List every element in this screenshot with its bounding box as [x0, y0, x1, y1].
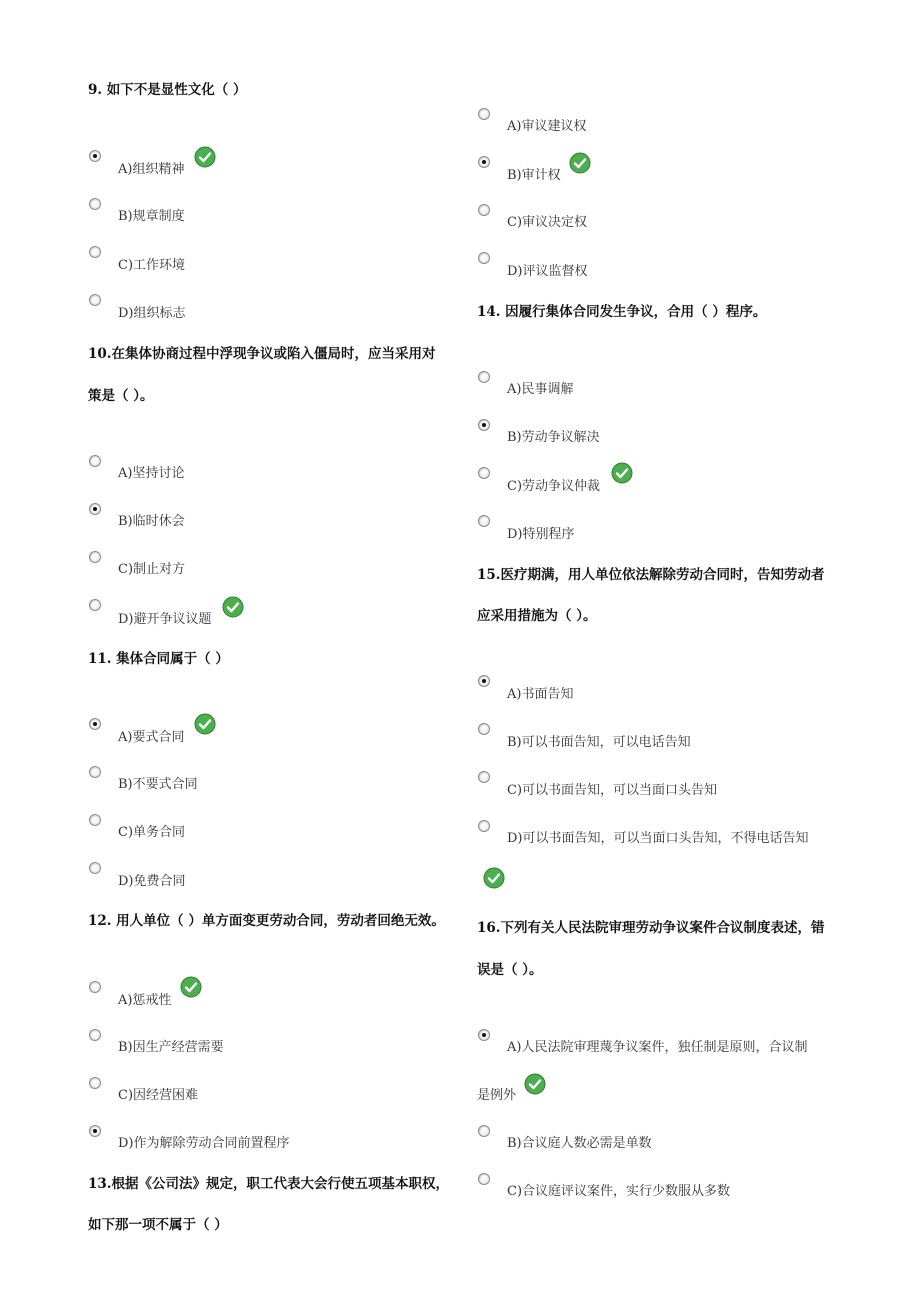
q12-option-a-label: A)惩戒性: [118, 993, 172, 1008]
question-12-title: 12. 用人单位（ ）单方面变更劳动合同，劳动者回绝无效。: [88, 913, 445, 929]
q13-option-c-radio[interactable]: [478, 204, 490, 216]
q9-option-a-label: A)组织精神: [118, 162, 185, 177]
q12-option-b-radio[interactable]: [89, 1029, 101, 1041]
q10-option-b-label: B)临时休会: [118, 514, 185, 529]
question-9-title: 9. 如下不是显性文化（ ）: [88, 82, 247, 98]
q13-option-b-radio[interactable]: [478, 156, 490, 168]
q15-option-d-label: D)可以书面告知，可以当面口头告知，不得电话告知: [507, 831, 809, 846]
q14-option-b-label: B)劳动争议解决: [507, 430, 600, 445]
q11-option-c-radio[interactable]: [89, 814, 101, 826]
q16-option-c-label: C)合议庭评议案件，实行少数服从多数: [507, 1184, 731, 1199]
q16-option-b-label: B)合议庭人数必需是单数: [507, 1136, 652, 1151]
correct-check-icon: [569, 152, 591, 174]
question-13-title-line2: 如下那一项不属于（ ）: [88, 1217, 228, 1233]
q13-option-a-label: A)审议建议权: [507, 119, 587, 134]
q14-option-a-label: A)民事调解: [507, 382, 574, 397]
correct-check-icon: [524, 1073, 546, 1095]
q14-option-b-radio[interactable]: [478, 419, 490, 431]
q10-option-b-radio[interactable]: [89, 503, 101, 515]
question-10-title-line2: 策是（ ）。: [88, 388, 154, 404]
q14-option-d-label: D)特别程序: [507, 527, 575, 542]
q11-option-a-label: A)要式合同: [118, 730, 185, 745]
q13-option-d-radio[interactable]: [478, 252, 490, 264]
q16-option-a-label-line1: A)人民法院审理蔑争议案件，独任制是原则，合议制: [507, 1040, 808, 1055]
q10-option-d-label: D)避开争议议题: [118, 612, 212, 627]
q12-option-c-radio[interactable]: [89, 1077, 101, 1089]
q12-option-d-label: D)作为解除劳动合同前置程序: [118, 1136, 290, 1151]
correct-check-icon: [194, 713, 216, 735]
q13-option-b-label: B)审计权: [507, 168, 561, 183]
q13-option-c-label: C)审议决定权: [507, 215, 588, 230]
q11-option-c-label: C)单务合同: [118, 825, 186, 840]
question-15-title-line2: 应采用措施为（ ）。: [477, 608, 597, 624]
q12-option-d-radio[interactable]: [89, 1125, 101, 1137]
question-13-title-line1: 13.根据《公司法》规定，职工代表大会行使五项基本职权，: [88, 1176, 449, 1192]
q13-option-a-radio[interactable]: [478, 108, 490, 120]
q15-option-c-label: C)可以书面告知，可以当面口头告知: [507, 783, 718, 798]
question-10-title-line1: 10.在集体协商过程中浮现争议或陷入僵局时，应当采用对: [88, 346, 436, 362]
q10-option-c-radio[interactable]: [89, 551, 101, 563]
q9-option-d-label: D)组织标志: [118, 306, 186, 321]
q15-option-a-radio[interactable]: [478, 675, 490, 687]
q11-option-a-radio[interactable]: [89, 718, 101, 730]
q14-option-c-label: C)劳动争议仲裁: [507, 479, 601, 494]
q9-option-b-radio[interactable]: [89, 198, 101, 210]
q9-option-c-label: C)工作环境: [118, 258, 186, 273]
q9-option-a-radio[interactable]: [89, 150, 101, 162]
q9-option-c-radio[interactable]: [89, 246, 101, 258]
q15-option-c-radio[interactable]: [478, 771, 490, 783]
q15-option-a-label: A)书面告知: [507, 687, 574, 702]
q11-option-b-label: B)不要式合同: [118, 777, 198, 792]
correct-check-icon: [483, 867, 505, 889]
q13-option-d-label: D)评议监督权: [507, 264, 588, 279]
q15-option-b-radio[interactable]: [478, 723, 490, 735]
q10-option-c-label: C)制止对方: [118, 562, 186, 577]
question-15-title-line1: 15.医疗期满，用人单位依法解除劳动合同时，告知劳动者: [477, 567, 825, 583]
q10-option-a-radio[interactable]: [89, 455, 101, 467]
q11-option-b-radio[interactable]: [89, 766, 101, 778]
q12-option-c-label: C)因经营困难: [118, 1088, 199, 1103]
correct-check-icon: [180, 976, 202, 998]
q16-option-a-radio[interactable]: [478, 1029, 490, 1041]
q14-option-c-radio[interactable]: [478, 467, 490, 479]
q15-option-d-radio[interactable]: [478, 820, 490, 832]
correct-check-icon: [611, 462, 633, 484]
q12-option-b-label: B)因生产经营需要: [118, 1040, 224, 1055]
q10-option-a-label: A)坚持讨论: [118, 466, 185, 481]
correct-check-icon: [222, 596, 244, 618]
q16-option-b-radio[interactable]: [478, 1125, 490, 1137]
correct-check-icon: [194, 146, 216, 168]
q9-option-b-label: B)规章制度: [118, 209, 185, 224]
q11-option-d-label: D)免费合同: [118, 874, 186, 889]
question-14-title: 14. 因履行集体合同发生争议，合用（ ）程序。: [477, 304, 767, 320]
q16-option-a-label-line2: 是例外: [477, 1088, 517, 1103]
question-16-title-line2: 误是（ ）。: [477, 962, 543, 978]
q9-option-d-radio[interactable]: [89, 294, 101, 306]
q11-option-d-radio[interactable]: [89, 862, 101, 874]
q14-option-a-radio[interactable]: [478, 371, 490, 383]
q12-option-a-radio[interactable]: [89, 981, 101, 993]
question-11-title: 11. 集体合同属于（ ）: [88, 651, 229, 667]
q10-option-d-radio[interactable]: [89, 599, 101, 611]
q15-option-b-label: B)可以书面告知，可以电话告知: [507, 735, 691, 750]
q16-option-c-radio[interactable]: [478, 1173, 490, 1185]
q14-option-d-radio[interactable]: [478, 515, 490, 527]
question-16-title-line1: 16.下列有关人民法院审理劳动争议案件合议制度表述，错: [477, 920, 825, 936]
